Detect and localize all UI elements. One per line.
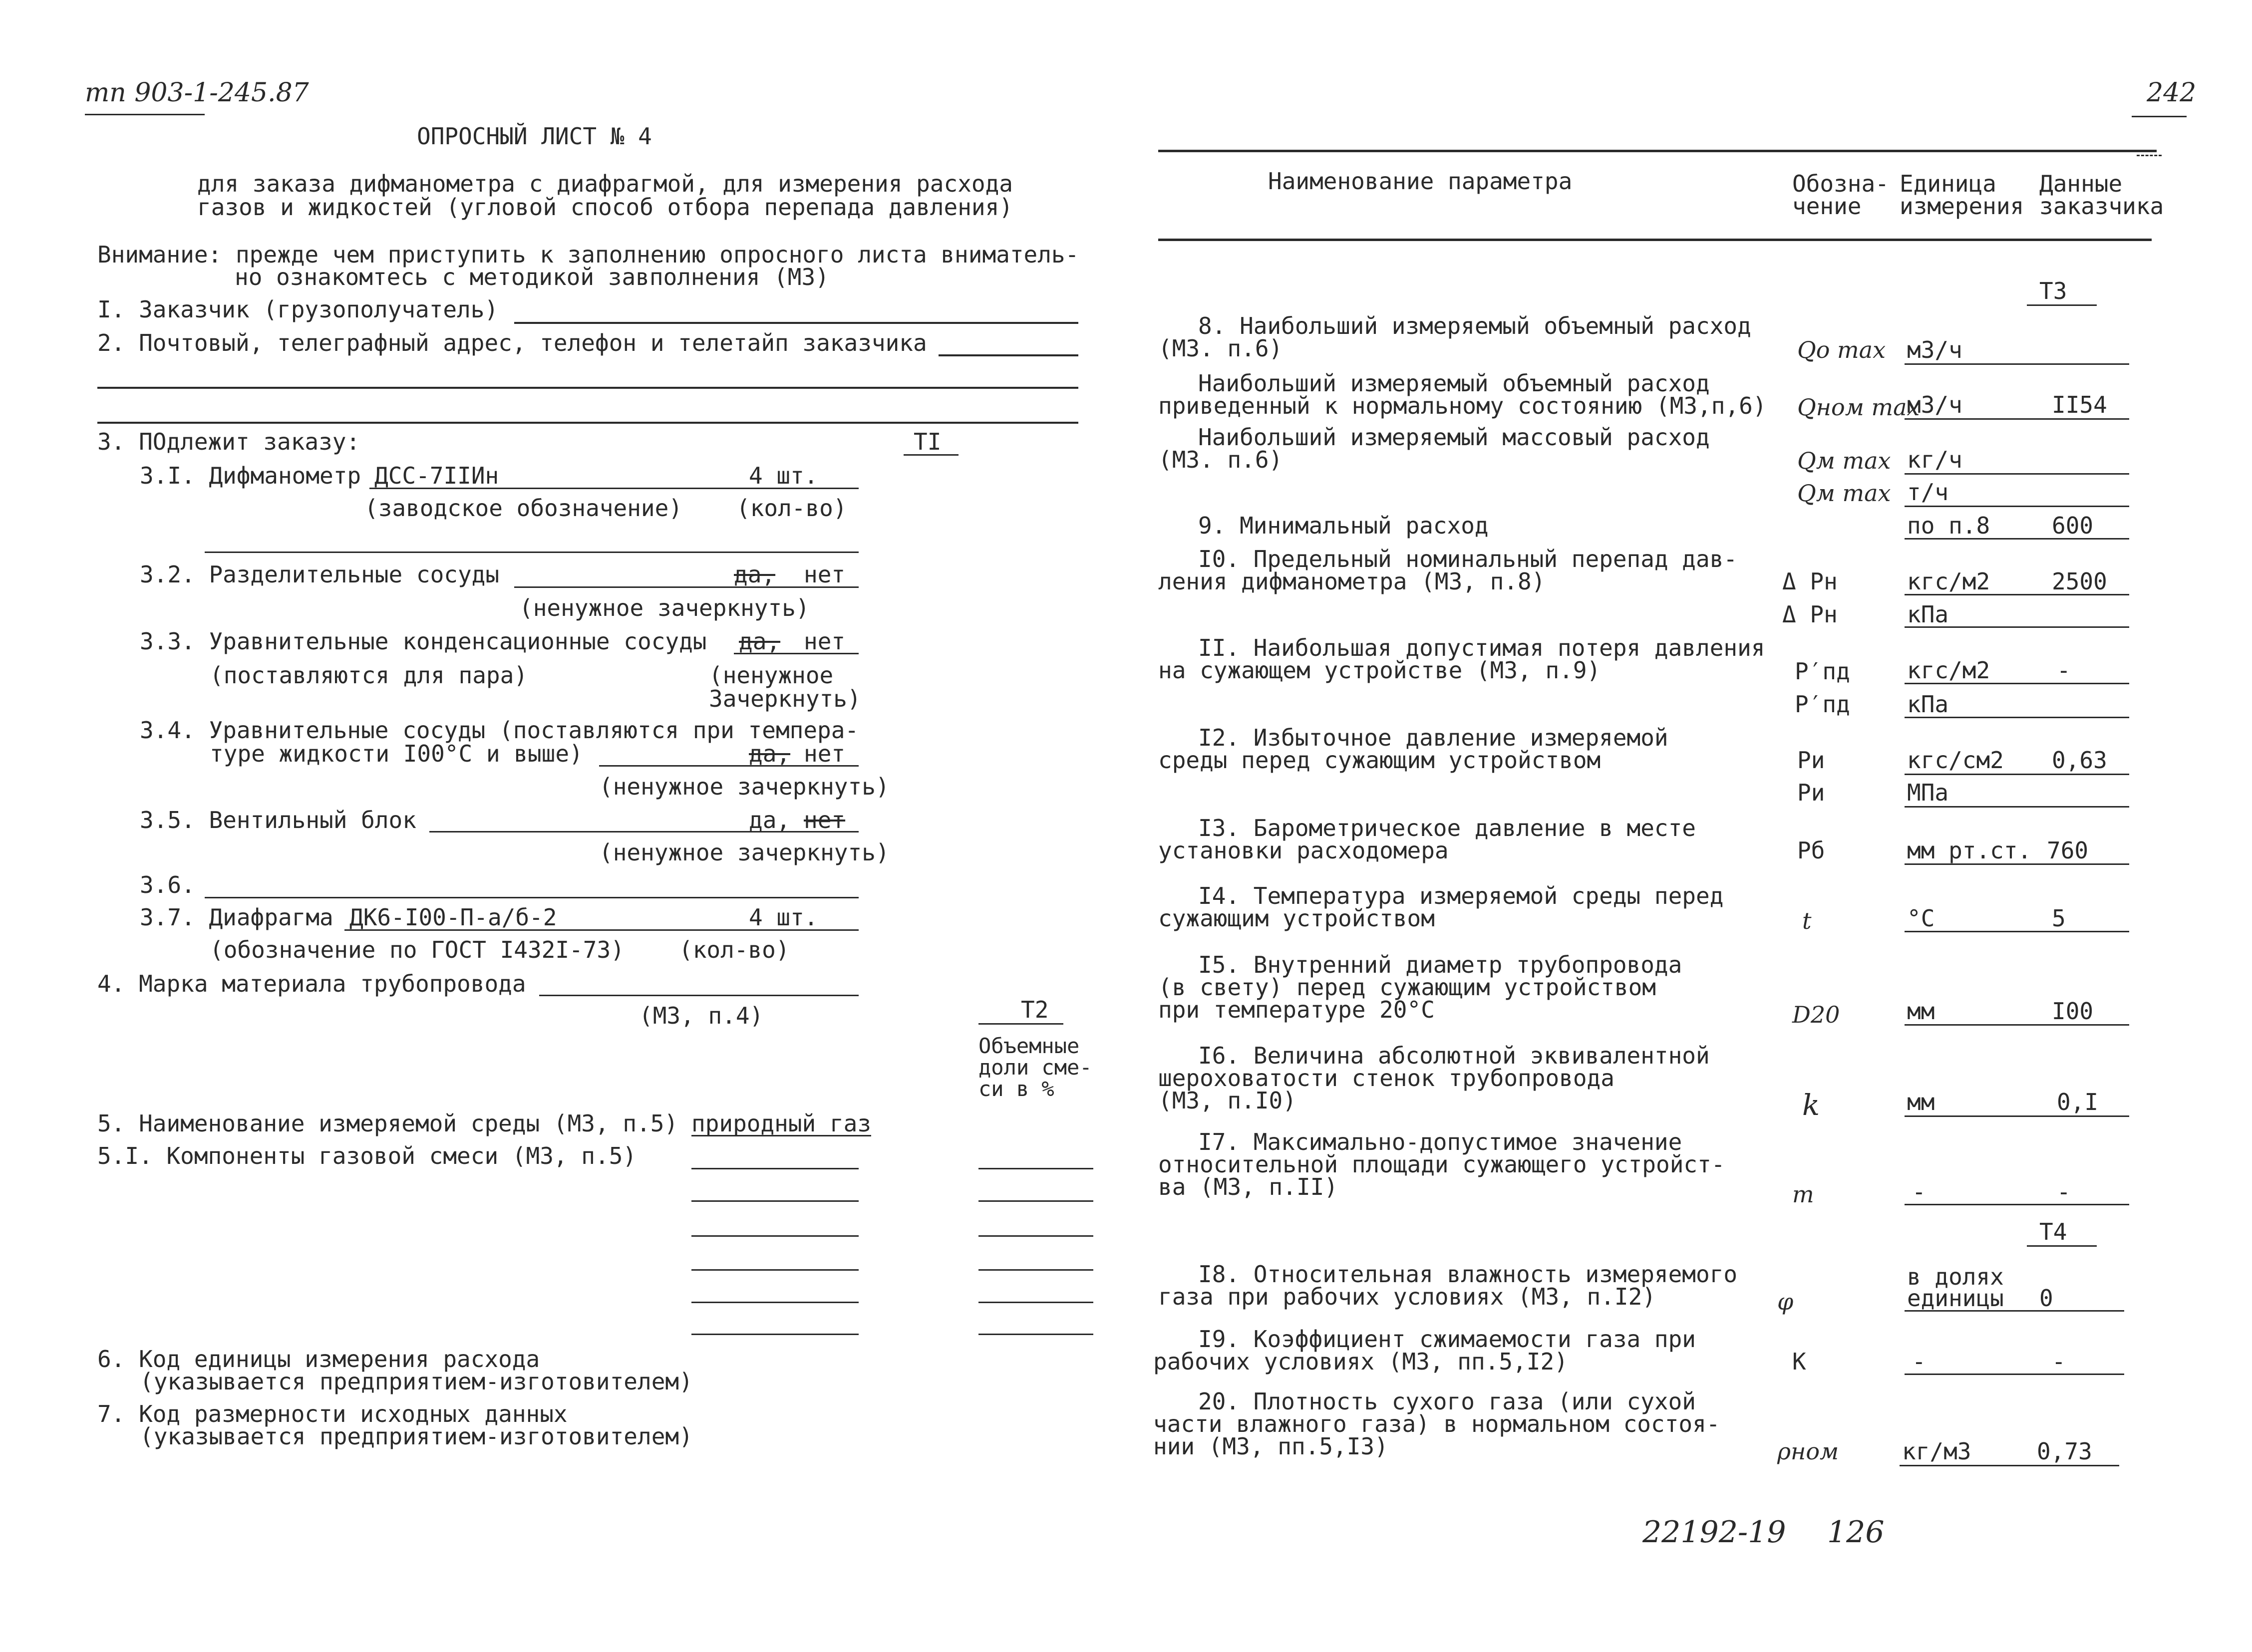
param-15-value[interactable]: I00 xyxy=(2052,998,2094,1025)
item-3-4-line-1: 3.4. Уравнительные сосуды (поставляются при темпера- xyxy=(140,717,859,744)
column-header-data-2: заказчика xyxy=(2039,193,2164,220)
component-share-field-4[interactable] xyxy=(978,1269,1093,1271)
param-8-unit: м3/ч xyxy=(1907,336,1962,363)
param-8c-unit: кг/ч xyxy=(1907,446,1962,473)
column-header-symbol-1: Обозна- xyxy=(1792,170,1889,197)
item-2-field-line-2[interactable] xyxy=(97,387,1078,389)
component-share-field-6[interactable] xyxy=(978,1334,1093,1335)
param-13-symbol: Рб xyxy=(1797,837,1825,864)
item-5-1-label: 5.I. Компоненты газовой смеси (МЗ, п.5) xyxy=(97,1142,637,1169)
param-20-unit: кг/м3 xyxy=(1902,1438,1971,1465)
param-12-symbol: Ри xyxy=(1797,747,1825,774)
param-18-field xyxy=(1905,1310,2124,1312)
component-share-field-3[interactable] xyxy=(978,1235,1093,1237)
column-header-parameter: Наименование параметра xyxy=(1268,168,1573,195)
component-field-6[interactable] xyxy=(691,1334,859,1335)
document-code-underline xyxy=(85,114,205,115)
param-8b-line-2: приведенный к нормальному состоянию (МЗ,п,6) xyxy=(1158,392,1767,419)
component-field-4[interactable] xyxy=(691,1269,859,1271)
param-17-value[interactable]: - xyxy=(2057,1178,2071,1205)
param-8c-line-2: (МЗ. п.6) xyxy=(1158,446,1283,473)
param-8-symbol: Qo max xyxy=(1797,336,1886,363)
t2-caption-1: Объемные xyxy=(978,1034,1080,1058)
param-15-line-2: (в свету) перед сужающим устройством xyxy=(1158,974,1656,1001)
item-3-3-note-2: (ненужное xyxy=(709,662,834,689)
param-16-line-1: I6. Величина абсолютной эквивалентной xyxy=(1198,1042,1710,1069)
param-16-symbol: k xyxy=(1802,1088,1820,1122)
param-17-line-2: относительной площади сужающего устройст- xyxy=(1158,1151,1725,1178)
item-2-address: 2. Почтовый, телеграфный адрес, телефон и телетайп заказчика xyxy=(97,329,927,356)
param-11-value[interactable]: - xyxy=(2057,657,2071,684)
param-9-field xyxy=(1905,538,2129,540)
param-14-field xyxy=(1905,931,2129,932)
param-10-field xyxy=(1905,594,2129,595)
param-17-symbol: m xyxy=(1792,1181,1814,1208)
item-3-1-value[interactable]: ДСС-7IIИн xyxy=(374,462,499,489)
item-3-6-label: 3.6. xyxy=(140,871,195,898)
param-8b-symbol: Qном max xyxy=(1797,394,1920,421)
param-8b-line-1: Наибольший измеряемый объемный расход xyxy=(1198,370,1710,397)
param-20-field xyxy=(1900,1465,2119,1466)
param-8-field[interactable] xyxy=(1905,363,2129,365)
item-3-2-note: (ненужное зачеркнуть) xyxy=(519,594,810,621)
param-15-line-3: при температуре 20°С xyxy=(1158,996,1435,1023)
item-1-customer: I. Заказчик (грузополучатель) xyxy=(97,296,499,323)
param-10b-field[interactable] xyxy=(1905,626,2129,628)
param-8c-line-1: Наибольший измеряемый массовый расход xyxy=(1198,424,1710,451)
param-11b-symbol: Р′пд xyxy=(1795,691,1850,718)
item-3-1-field xyxy=(369,488,859,489)
item-7-line-2: (указывается предприятием-изготовителем) xyxy=(140,1423,693,1450)
item-3-4-no[interactable]: нет xyxy=(804,740,846,767)
item-5-value[interactable]: природный газ xyxy=(691,1110,872,1137)
component-field-1[interactable] xyxy=(691,1168,859,1169)
item-3-4-note: (ненужное зачеркнуть) xyxy=(599,773,890,800)
param-11-line-2: на сужающем устройстве (МЗ, п.9) xyxy=(1158,657,1601,684)
item-4-note: (МЗ, п.4) xyxy=(639,1002,764,1029)
param-18-unit-1: в долях xyxy=(1907,1263,2004,1290)
column-header-data-1: Данные xyxy=(2039,170,2123,197)
param-17-line-3: ва (МЗ, п.II) xyxy=(1158,1173,1338,1200)
param-18-line-2: газа при рабочих условиях (МЗ, п.I2) xyxy=(1158,1283,1656,1310)
param-8b-field xyxy=(1905,418,2129,420)
param-12-value[interactable]: 0,63 xyxy=(2052,747,2107,774)
component-share-field-1[interactable] xyxy=(978,1168,1093,1169)
param-20-line-2: части влажного газа) в нормальном состоя- xyxy=(1153,1410,1720,1437)
item-3-3-note-3: Зачеркнуть) xyxy=(709,685,861,712)
param-15-line-1: I5. Внутренний диаметр трубопровода xyxy=(1198,951,1682,978)
item-7-line-1: 7. Код размерности исходных данных xyxy=(97,1400,568,1427)
param-10-line-1: I0. Предельный номинальный перепад дав- xyxy=(1198,546,1738,572)
param-11-line-1: II. Наибольшая допустимая потеря давления xyxy=(1198,634,1765,661)
param-19-line-1: I9. Коэффициент сжимаемости газа при xyxy=(1198,1326,1696,1353)
item-3-6-field[interactable] xyxy=(205,897,859,898)
item-3-4-line-2: туре жидкости I00°С и выше) xyxy=(210,740,583,767)
param-11b-unit: кПа xyxy=(1907,691,1949,718)
param-19-line-2: рабочих условиях (МЗ, пп.5,I2) xyxy=(1153,1348,1568,1375)
item-3-2-yes-struck[interactable]: да, xyxy=(734,561,776,588)
table-header-rule xyxy=(1158,239,2152,241)
item-3-3-note: (поставляются для пара) xyxy=(210,662,528,689)
component-field-5[interactable] xyxy=(691,1302,859,1303)
param-17-line-1: I7. Максимально-допустимое значение xyxy=(1198,1128,1682,1155)
param-14-line-1: I4. Температура измеряемой среды перед xyxy=(1198,882,1724,909)
param-13-unit: мм рт.ст. xyxy=(1907,837,2032,864)
item-3-1-quantity[interactable]: 4 шт. xyxy=(749,462,818,489)
column-header-unit-2: измерения xyxy=(1900,193,2024,220)
document-code: тп 903-1-245.87 xyxy=(85,78,309,108)
table-marker-t3: Т3 xyxy=(2039,277,2067,304)
param-15-field xyxy=(1905,1024,2129,1026)
param-20-line-1: 20. Плотность сухого газа (или сухой xyxy=(1198,1388,1696,1415)
param-12-field xyxy=(1905,774,2129,775)
table-marker-t4-underline xyxy=(2027,1245,2097,1247)
item-3-7-label: 3.7. Диафрагма xyxy=(140,904,333,931)
param-20-line-3: нии (МЗ, пп.5,I3) xyxy=(1153,1433,1388,1460)
item-3-5-note: (ненужное зачеркнуть) xyxy=(599,839,890,866)
item-3-7-quantity[interactable]: 4 шт. xyxy=(749,904,818,931)
param-9-unit: по п.8 xyxy=(1907,512,1990,539)
param-13-line-2: установки расходомера xyxy=(1158,837,1449,864)
param-12-unit: кгс/см2 xyxy=(1907,747,2004,774)
column-header-symbol-2: чение xyxy=(1792,193,1862,220)
component-field-3[interactable] xyxy=(691,1235,859,1237)
param-19-symbol: К xyxy=(1792,1348,1806,1375)
param-10-unit: кгс/м2 xyxy=(1907,568,1990,595)
component-share-field-5[interactable] xyxy=(978,1302,1093,1303)
param-9-label: 9. Минимальный расход xyxy=(1198,512,1489,539)
param-14-unit: °С xyxy=(1907,905,1935,932)
param-12b-unit: МПа xyxy=(1907,779,1949,806)
param-12b-field[interactable] xyxy=(1905,806,2129,808)
attention-line-2: но ознакомтесь с методикой завполнения (МЗ) xyxy=(235,264,829,290)
table-top-rule-tail xyxy=(2137,155,2162,156)
item-3-order: 3. ПОдлежит заказу: xyxy=(97,428,360,455)
param-20-value[interactable]: 0,73 xyxy=(2037,1438,2092,1465)
item-3-5-label: 3.5. Вентильный блок xyxy=(140,807,416,833)
table-marker-t4: Т4 xyxy=(2039,1218,2067,1245)
param-13-field xyxy=(1905,863,2129,865)
param-19-field xyxy=(1905,1374,2124,1375)
param-11-symbol: Р′пд xyxy=(1795,658,1850,685)
param-10-value[interactable]: 2500 xyxy=(2052,568,2107,595)
item-2-field-line-3[interactable] xyxy=(97,422,1078,424)
param-8b-value[interactable]: II54 xyxy=(2052,391,2107,418)
t2-caption-2: доли сме- xyxy=(978,1055,1092,1080)
param-8c-symbol: Qм max xyxy=(1797,447,1891,474)
table-top-rule xyxy=(1158,150,2157,152)
param-20-symbol: ρном xyxy=(1777,1438,1839,1465)
sheet-number: 126 xyxy=(1827,1515,1885,1550)
component-field-2[interactable] xyxy=(691,1200,859,1202)
param-10b-symbol: Δ Рн xyxy=(1782,601,1838,628)
item-3-2-label: 3.2. Разделительные сосуды xyxy=(140,561,500,588)
item-3-1-extra-line[interactable] xyxy=(205,551,859,553)
param-8-line-1: 8. Наибольший измеряемый объемный расход xyxy=(1198,312,1751,339)
item-2-field[interactable] xyxy=(939,354,1078,356)
item-5-label: 5. Наименование измеряемой среды (МЗ, п.5) xyxy=(97,1110,678,1137)
subtitle-line-1: для заказа дифманометра с диафрагмой, для измерения расхода xyxy=(197,170,1013,197)
param-11-unit: кгс/м2 xyxy=(1907,657,1990,684)
param-8b-unit: м3/ч xyxy=(1907,391,1962,418)
t2-caption-3: си в % xyxy=(978,1077,1054,1101)
param-14-symbol: t xyxy=(1802,907,1812,934)
param-15-symbol: D20 xyxy=(1792,1001,1840,1028)
item-4-label: 4. Марка материала трубопровода xyxy=(97,970,526,997)
item-3-1-qty-caption: (кол-во) xyxy=(736,495,847,522)
table-marker-t1: TI xyxy=(914,428,942,455)
param-17-field xyxy=(1905,1204,2129,1205)
item-3-7-value[interactable]: ДК6-I00-П-а/б-2 xyxy=(349,904,557,931)
item-1-field[interactable] xyxy=(514,322,1078,324)
param-16-field xyxy=(1905,1115,2129,1117)
param-11-field xyxy=(1905,683,2129,684)
param-16-unit: мм xyxy=(1907,1089,1935,1115)
item-3-5-field xyxy=(429,831,859,832)
item-3-7-caption: (обозначение по ГОСТ I432I-73) xyxy=(210,936,625,963)
param-10-symbol: Δ Рн xyxy=(1782,568,1838,595)
param-16-line-2: шероховатости стенок трубопровода xyxy=(1158,1065,1614,1092)
param-13-line-1: I3. Барометрическое давление в месте xyxy=(1198,815,1696,841)
param-9-value[interactable]: 600 xyxy=(2052,512,2094,539)
item-3-3-yes-struck[interactable]: да, xyxy=(739,628,781,655)
item-3-3-no[interactable]: нет xyxy=(804,628,846,655)
param-12-line-1: I2. Избыточное давление измеряемой xyxy=(1198,724,1668,751)
param-18-symbol: φ xyxy=(1777,1288,1794,1315)
attention-line-1: Внимание: прежде чем приступить к заполнению опросного листа вниматель- xyxy=(97,241,1079,268)
param-18-value[interactable]: 0 xyxy=(2039,1285,2053,1312)
param-19-value[interactable]: - xyxy=(2052,1348,2066,1375)
item-6-line-1: 6. Код единицы измерения расхода xyxy=(97,1346,540,1373)
page-number-underline xyxy=(2132,116,2187,117)
item-4-field[interactable] xyxy=(539,995,859,996)
param-18-unit-2: единицы xyxy=(1907,1285,2004,1312)
param-12b-symbol: Ри xyxy=(1797,779,1825,806)
param-15-unit: мм xyxy=(1907,998,1935,1025)
item-3-7-field xyxy=(344,929,859,931)
item-3-3-label: 3.3. Уравнительные конденсационные сосуды xyxy=(140,628,707,655)
item-3-5-no-struck[interactable]: нет xyxy=(804,807,846,833)
param-16-line-3: (МЗ, п.I0) xyxy=(1158,1087,1296,1114)
item-3-5-yes[interactable]: да, xyxy=(749,807,791,833)
item-3-1-label: 3.I. Дифманометр xyxy=(140,462,361,489)
param-14-value[interactable]: 5 xyxy=(2052,905,2066,932)
column-header-unit-1: Единица xyxy=(1900,170,1996,197)
page-number: 242 xyxy=(2147,78,2197,108)
table-marker-t1-underline xyxy=(904,454,959,456)
param-12-line-2: среды перед сужающим устройством xyxy=(1158,747,1601,774)
item-3-4-yes-struck[interactable]: да, xyxy=(749,740,791,767)
page-title: ОПРОСНЫЙ ЛИСТ № 4 xyxy=(417,123,652,150)
param-8d-unit: т/ч xyxy=(1907,479,1949,506)
param-8d-symbol: Qм max xyxy=(1797,480,1891,507)
param-19-unit: - xyxy=(1912,1348,1926,1375)
param-16-value[interactable]: 0,I xyxy=(2057,1089,2099,1115)
param-18-line-1: I8. Относительная влажность измеряемого xyxy=(1198,1261,1738,1288)
param-14-line-2: сужающим устройством xyxy=(1158,905,1435,932)
inventory-number: 22192-19 xyxy=(1642,1515,1786,1550)
table-marker-t2: Т2 xyxy=(1021,996,1049,1023)
component-share-field-2[interactable] xyxy=(978,1200,1093,1202)
param-8d-field[interactable] xyxy=(1905,506,2129,507)
param-13-value[interactable]: 760 xyxy=(2047,837,2089,864)
subtitle-line-2: газов и жидкостей (угловой способ отбора перепада давления) xyxy=(197,194,1013,221)
param-8-line-2: (МЗ. п.6) xyxy=(1158,335,1283,362)
param-8c-field[interactable] xyxy=(1905,473,2129,475)
item-6-line-2: (указывается предприятием-изготовителем) xyxy=(140,1368,693,1395)
table-marker-t2-underline xyxy=(978,1023,1063,1025)
param-17-unit: - xyxy=(1912,1178,1926,1205)
item-3-7-qty-caption: (кол-во) xyxy=(679,936,790,963)
param-10b-unit: кПа xyxy=(1907,601,1949,628)
table-marker-t3-underline xyxy=(2027,304,2097,306)
item-3-1-caption: (заводское обозначение) xyxy=(364,495,682,522)
param-10-line-2: ления дифманометра (МЗ, п.8) xyxy=(1158,568,1546,595)
item-3-2-no[interactable]: нет xyxy=(804,561,846,588)
param-11b-field[interactable] xyxy=(1905,717,2129,718)
